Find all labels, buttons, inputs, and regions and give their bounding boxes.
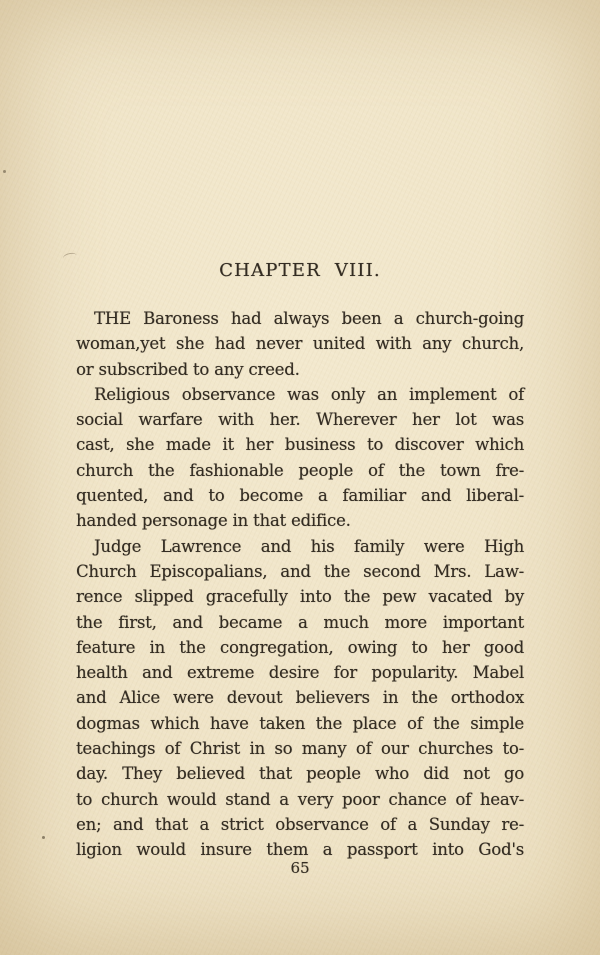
text-line: en; and that a strict observance of a Sunday re- [76,814,524,834]
text-line: health and extreme desire for popularity. Mabel [76,663,524,683]
text-line: or subscribed to any creed. [76,359,300,379]
text-line: woman,yet she had never united with any church, [76,334,524,354]
page-number: 65 [290,859,310,877]
text-line: teachings of Christ in so many of our churches to- [76,739,524,759]
text-line: THE Baroness had always been a church-going [94,309,524,328]
text-line: Church Episcopalians, and the second Mrs. Law- [76,561,524,581]
text-line: cast, she made it her business to discover which [76,435,524,455]
text-line: and Alice were devout believers in the orthodox [76,688,524,708]
text-line: dogmas which have taken the place of the simple [76,713,524,733]
scan-speck [3,170,6,173]
body-text [76,306,524,863]
text-line: quented, and to become a familiar and liberal- [76,486,524,506]
text-line: church the fashionable people of the town fre- [76,460,524,480]
text-line: social warfare with her. Wherever her lot was [76,410,524,430]
text-line: feature in the congregation, owing to her good [76,637,524,657]
text-line: day. They believed that people who did not go [76,764,524,784]
chapter-heading: CHAPTER VIII. [219,260,381,281]
text-line: to church would stand a very poor chance of heav- [76,789,524,809]
text-line: Judge Lawrence and his family were High [94,536,524,556]
text-line: Religious observance was only an implement of [94,384,524,404]
text-line: handed personage in that edifice. [76,511,351,531]
scan-speck [42,836,45,839]
text-line: the first, and became a much more important [76,612,524,632]
text-line: rence slipped gracefully into the pew vacated by [76,587,524,607]
text-line: ligion would insure them a passport into God's [76,840,524,860]
